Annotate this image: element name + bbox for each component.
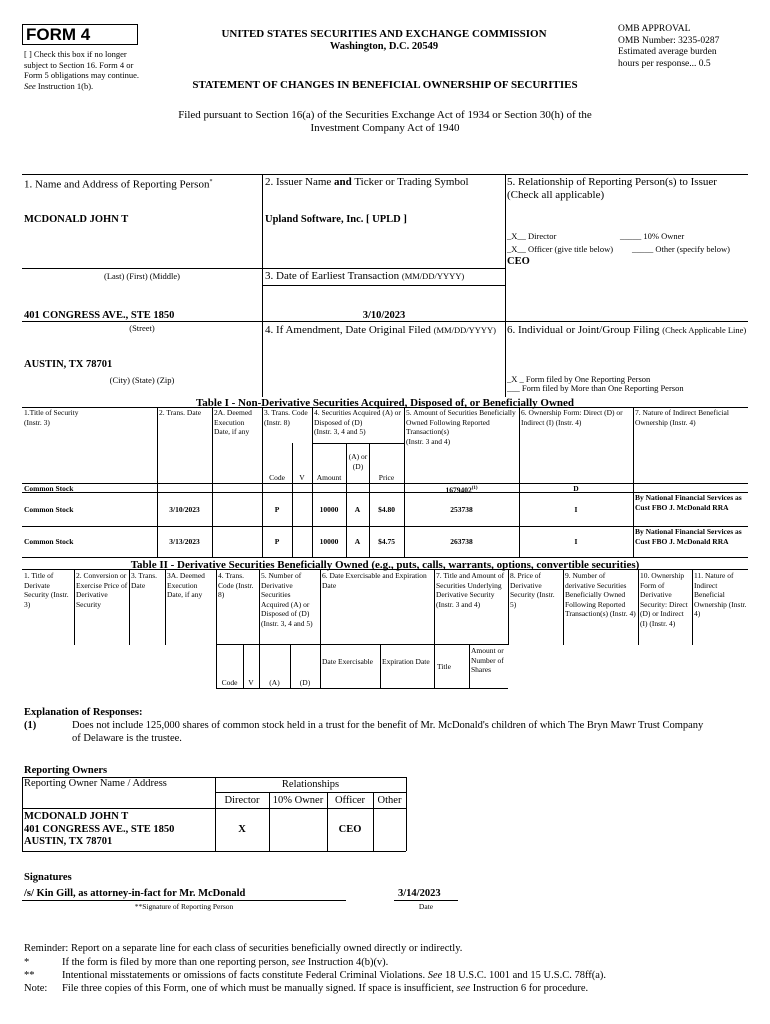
t1-h-date: 2. Trans. Date — [159, 408, 202, 417]
owner-director-mark: X — [238, 824, 246, 835]
footer-note-marker: Note: — [24, 983, 48, 994]
owners-col-other: Other — [377, 795, 402, 806]
reporting-person-name: MCDONALD JOHN T — [24, 214, 129, 225]
t1-h-code: 3. Trans. Code (Instr. 8) — [264, 408, 308, 427]
t1-sub-v: V — [299, 473, 305, 482]
t2-h1: 1. Title of Derivate Security (Instr. 3) — [24, 571, 69, 609]
one-person-filing-option[interactable]: _X _ Form filed by One Reporting Person — [507, 374, 651, 384]
t2-h2: 2. Conversion or Exercise Price of Derivative Security — [76, 571, 128, 609]
t1-row2-owned: 263738 — [450, 537, 473, 546]
t1-row1-form: I — [574, 505, 578, 514]
director-checkbox[interactable]: _X__ Director — [507, 231, 557, 241]
t2-h5: 5. Number of Derivative Securities Acquired (A) or Disposed of (D) (Instr. 3, 4 and 5) — [261, 571, 313, 628]
owners-col-officer: Officer — [334, 795, 366, 806]
t2-h11: 11. Nature of Indirect Beneficial Ownership (Instr. 4) — [694, 571, 747, 618]
t2-h6: 6. Date Exercisable and Expiration Date — [322, 571, 427, 590]
t1-h-acquired: 4. Securities Acquired (A) or Disposed of (D) (Instr. 3, 4 and 5) — [314, 408, 401, 436]
ten-pct-owner-checkbox[interactable]: _____ 10% Owner — [620, 231, 685, 241]
t2-sub-d: (D) — [299, 678, 311, 687]
footnote-1-text: Does not include 125,000 shares of common stock held in a trust for the benefit of Mr. McDonald's children of which The Bryn Mawr Trust Company of Delaware is the trustee. — [72, 720, 704, 744]
t1-row2-amount: 10000 — [319, 537, 339, 546]
t1-sub-price: Price — [378, 473, 395, 482]
multi-person-filing-option[interactable]: ___ Form filed by More than One Reporting Person — [507, 383, 684, 393]
t2-h9: 9. Number of derivative Securities Beneficially Owned Following Reported Transaction(s) (Instr. 4) — [565, 571, 636, 618]
table1-title: Table I - Non-Derivative Securities Acquired, Disposed of, or Beneficially Owned — [195, 397, 575, 409]
t1-row0-owned: 1679402$^{(1)}$ — [445, 485, 478, 495]
t2-sub-expiration: Expiration Date — [382, 657, 430, 666]
t1-sub-code: Code — [269, 473, 285, 482]
filed-pursuant-line1: Filed pursuant to Section 16(a) of the Securities Exchange Act of 1934 or Section 30(h) of the — [178, 109, 592, 121]
t1-row1-amount: 10000 — [319, 505, 339, 514]
t1-row2-aord: A — [354, 537, 361, 546]
t2-h3a: 3A. Deemed Execution Date, if any — [167, 571, 205, 599]
t1-row2-form: I — [574, 537, 578, 546]
owners-col-ten: 10% Owner — [272, 795, 324, 806]
t2-sub-a: (A) — [269, 678, 280, 687]
signatures-heading: Signatures — [24, 872, 72, 883]
table2-title: Table II - Derivative Securities Beneficially Owned (e.g., puts, calls, warrants, options, convertible securities) — [130, 559, 640, 571]
city-caption: (City) (State) (Zip) — [109, 375, 175, 385]
statement-title: STATEMENT OF CHANGES IN BENEFICIAL OWNERSHIP OF SECURITIES — [192, 79, 578, 91]
reminder-text: Reminder: Report on a separate line for each class of securities beneficially owned directly or indirectly. — [24, 943, 463, 954]
signature-caption: **Signature of Reporting Person — [134, 902, 234, 911]
t2-h8: 8. Price of Derivative Security (Instr. 5) — [510, 571, 555, 609]
footer-star2-text: Intentional misstatements or omissions of facts constitute Federal Criminal Violations. See 18 U.S.C. 1001 and 15 U.S.C. 78ff(a). — [62, 970, 607, 981]
officer-title: CEO — [507, 256, 530, 267]
footer-star1-text: If the form is filed by more than one reporting person, see Instruction 4(b)(v). — [62, 957, 389, 968]
t1-row2-price: $4.75 — [378, 537, 395, 546]
box6-label: 6. Individual or Joint/Group Filing (Check Applicable Line) — [507, 324, 747, 336]
t1-row1-owned: 253738 — [450, 505, 473, 514]
agency-location: Washington, D.C. 20549 — [329, 41, 439, 52]
t1-sub-amount: Amount — [316, 473, 342, 482]
officer-checkbox[interactable]: _X__ Officer (give title below) — [507, 244, 614, 254]
reporting-owners-heading: Reporting Owners — [24, 765, 108, 776]
form-title-box — [22, 24, 138, 45]
t1-h-owned: 5. Amount of Securities Beneficially Owned Following Reported Transaction(s) (Instr. 3 and 4) — [406, 408, 516, 446]
signer-name: /s/ Kin Gill, as attorney-in-fact for Mr. McDonald — [24, 888, 246, 899]
t1-row1-nature: By National Financial Services as Cust FBO J. McDonald RRA — [635, 493, 742, 512]
other-checkbox[interactable]: _____ Other (specify below) — [632, 244, 730, 254]
filed-pursuant-line2: Investment Company Act of 1940 — [310, 122, 460, 134]
name-caption: (Last) (First) (Middle) — [103, 271, 180, 281]
footer-note-text: File three copies of this Form, one of which must be manually signed. If space is insufficient, see Instruction 6 for procedure. — [62, 983, 589, 994]
t1-row1-price: $4.80 — [378, 505, 395, 514]
footnote-1-number: (1) — [24, 720, 37, 731]
owner-officer-title: CEO — [338, 824, 362, 835]
footer-star2-marker: ** — [24, 970, 35, 981]
t1-row1-aord: A — [354, 505, 361, 514]
table-row: Common Stock — [24, 537, 74, 546]
t2-sub-code: Code — [221, 678, 238, 687]
t1-h-title: 1.Title of Security (Instr. 3) — [24, 408, 79, 427]
signature-date: 3/14/2023 — [398, 888, 441, 899]
t1-row2-code: P — [274, 537, 280, 546]
form-title: FORM 4 — [26, 25, 91, 44]
owners-col-director: Director — [224, 795, 260, 806]
omb-approval-box: OMB APPROVAL OMB Number: 3235-0287 Estimated average burden hours per response... 0.5 — [618, 24, 720, 69]
t1-row2-date: 3/13/2023 — [169, 537, 200, 546]
t1-row1-code: P — [274, 505, 280, 514]
earliest-transaction-date: 3/10/2023 — [362, 310, 406, 321]
t1-h-nature: 7. Nature of Indirect Beneficial Ownership (Instr. 4) — [635, 408, 729, 427]
t2-sub-exercisable: Date Exercisable — [322, 657, 374, 666]
owners-col-name: Reporting Owner Name / Address — [24, 778, 167, 789]
box5-label: 5. Relationship of Reporting Person(s) to Issuer (Check all applicable) — [507, 176, 717, 201]
footer-star1-marker: * — [24, 957, 30, 968]
table-row: Common Stock — [24, 505, 74, 514]
t1-sub-aord: (A) or (D) — [348, 452, 368, 471]
box1-label: 1. Name and Address of Reporting Person* — [24, 178, 213, 191]
box2-label: 2. Issuer Name and Ticker or Trading Symbol — [265, 176, 469, 188]
t2-h3: 3. Trans. Date — [131, 571, 158, 590]
t2-h7: 7. Title and Amount of Securities Underlying Derivative Security (Instr. 3 and 4) — [436, 571, 505, 609]
table-row: Common Stock — [24, 484, 74, 493]
t1-row1-date: 3/10/2023 — [169, 505, 200, 514]
t2-sub-title: Title — [437, 662, 451, 671]
issuer-name-ticker: Upland Software, Inc. [ UPLD ] — [265, 214, 407, 225]
t1-row0-form: D — [573, 484, 579, 493]
t2-sub-amount: Amount or Number of Shares — [471, 646, 504, 674]
box4-label: 4. If Amendment, Date Original Filed (MM/DD/YYYY) — [265, 324, 496, 336]
section16-check-note: [ ] Check this box if no longer subject to Section 16. Form 4 or Form 5 obligations may continue. See Instruction 1(b). — [24, 49, 139, 91]
t1-h-form: 6. Ownership Form: Direct (D) or Indirect (I) (Instr. 4) — [521, 408, 623, 427]
agency-name: UNITED STATES SECURITIES AND EXCHANGE COMMISSION — [221, 28, 547, 40]
owner-name-address: MCDONALD JOHN T 401 CONGRESS AVE., STE 1850 AUSTIN, TX 78701 — [24, 811, 175, 847]
reporting-person-city: AUSTIN, TX 78701 — [24, 359, 113, 370]
t1-h-deemed: 2A. Deemed Execution Date, if any — [214, 408, 252, 436]
t2-sub-v: V — [248, 678, 254, 687]
box3-label: 3. Date of Earliest Transaction (MM/DD/YYYY) — [265, 270, 465, 282]
t2-h10: 10. Ownership Form of Derivative Security: Direct (D) or Indirect (I) (Instr. 4) — [640, 571, 688, 628]
reporting-person-street: 401 CONGRESS AVE., STE 1850 — [24, 310, 175, 321]
explanation-heading: Explanation of Responses: — [24, 707, 143, 718]
street-caption: (Street) — [129, 323, 155, 333]
t2-h4: 4. Trans. Code (Instr. 8) — [218, 571, 254, 599]
date-caption: Date — [418, 902, 434, 911]
owners-col-relationships: Relationships — [281, 779, 340, 790]
t1-row2-nature: By National Financial Services as Cust FBO J. McDonald RRA — [635, 527, 742, 546]
